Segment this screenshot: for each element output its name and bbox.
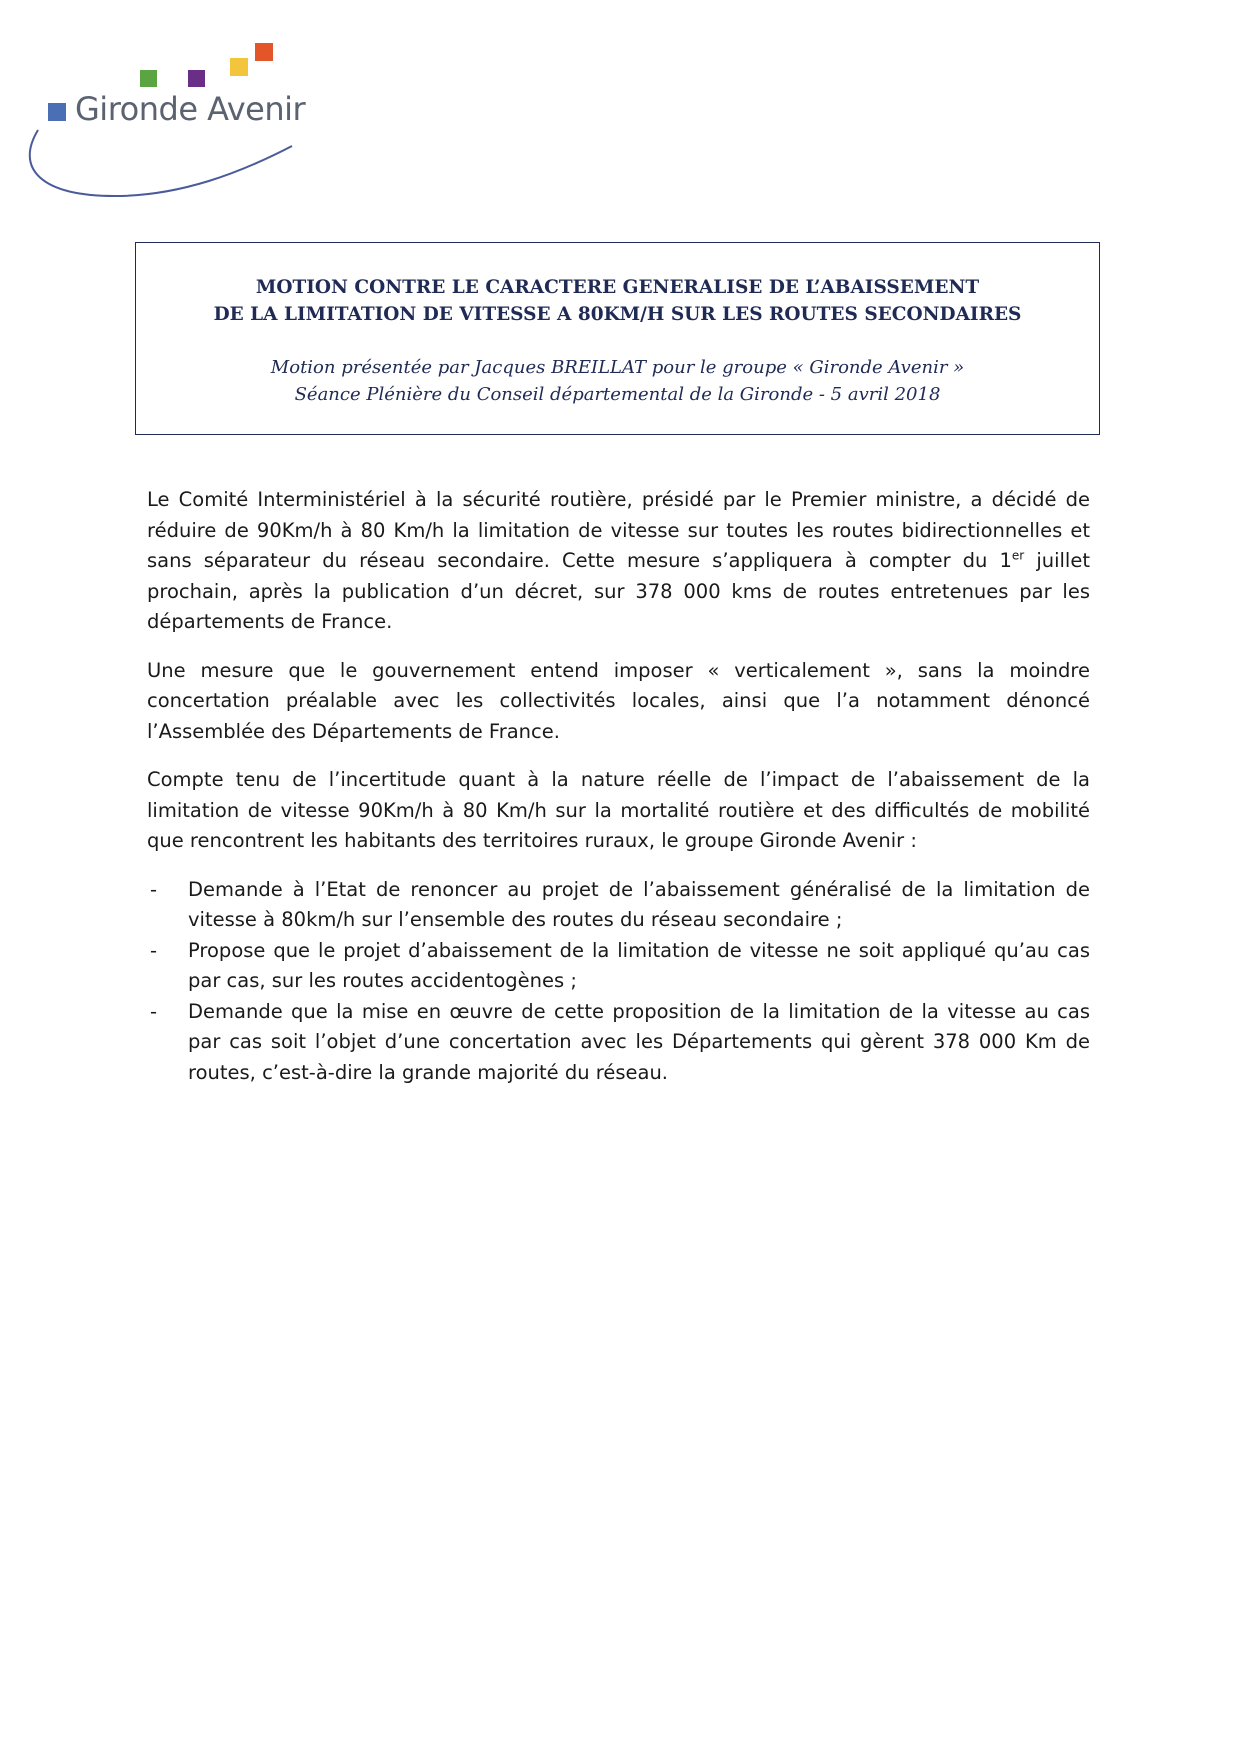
paragraph-3: Compte tenu de l’incertitude quant à la nature réelle de l’impact de l’abaissement de la limitation de vitesse 90Km/h à 80 Km/h sur la mortalité routière et des difficultés de mobilité que rencontrent les habitants des territoires ruraux, le groupe Gironde Avenir :: [147, 768, 1090, 852]
logo-square-yellow: [230, 58, 248, 76]
list-item: [147, 875, 1090, 936]
paragraph-1-text-continued: juillet prochain, après la publication d’un décret, sur 378 000 kms de routes entretenues par les départements de France.: [147, 549, 1090, 633]
ordinal-superscript: er: [1011, 548, 1025, 563]
logo-square-green: [140, 70, 157, 87]
list-item-text: Propose que le projet d’abaissement de la limitation de vitesse ne soit appliqué qu’au cas par cas, sur les routes accidentogènes ;: [188, 938, 1090, 992]
logo-swoosh: [30, 130, 292, 196]
list-item-text: Demande à l’Etat de renoncer au projet de l’abaissement généralisé de la limitation de vitesse à 80km/h sur l’ensemble des routes du réseau secondaire ;: [188, 877, 1090, 931]
logo-square-purple: [188, 70, 205, 87]
document-body: [147, 485, 1090, 1088]
gironde-avenir-logo: [20, 38, 306, 208]
logo-square-orange: [255, 43, 273, 61]
motion-title-line-2: DE LA LIMITATION DE VITESSE A 80KM/H SUR LES ROUTES SECONDAIRES: [213, 304, 1022, 325]
list-item: [147, 997, 1090, 1089]
motion-session-line: Séance Plénière du Conseil départemental de la Gironde - 5 avril 2018: [294, 384, 941, 405]
demands-list: [147, 875, 1090, 1089]
paragraph-2: Une mesure que le gouvernement entend imposer « verticalement », sans la moindre concertation préalable avec les collectivités locales, ainsi que l’a notamment dénoncé l’Assemblée des Départements de France.: [147, 658, 1090, 743]
motion-presenter-line: Motion présentée par Jacques BREILLAT pour le groupe « Gironde Avenir »: [270, 357, 965, 378]
logo-text: Gironde Avenir: [75, 90, 306, 128]
paragraph-1: [147, 485, 1090, 638]
bullet-dash: -: [150, 877, 158, 901]
motion-title-line-1: MOTION CONTRE LE CARACTERE GENERALISE DE L’ABAISSEMENT: [255, 277, 980, 298]
bullet-dash: -: [150, 999, 158, 1023]
motion-title-box: [135, 242, 1100, 435]
list-item-text: Demande que la mise en œuvre de cette proposition de la limitation de la vitesse au cas par cas soit l’objet d’une concertation avec les Départements qui gèrent 378 000 Km de routes, c’est-à-dire la grande majorité du réseau.: [188, 999, 1090, 1084]
list-item: [147, 936, 1090, 997]
logo-square-blue: [48, 103, 66, 121]
paragraph-1-text: Le Comité Interministériel à la sécurité routière, présidé par le Premier ministre, a décidé de réduire de 90Km/h à 80 Km/h la limitation de vitesse sur toutes les routes bidirectionnelles et sans séparateur du réseau secondaire. Cette mesure s’appliquera à compter du 1: [147, 488, 1090, 572]
bullet-dash: -: [150, 938, 158, 962]
